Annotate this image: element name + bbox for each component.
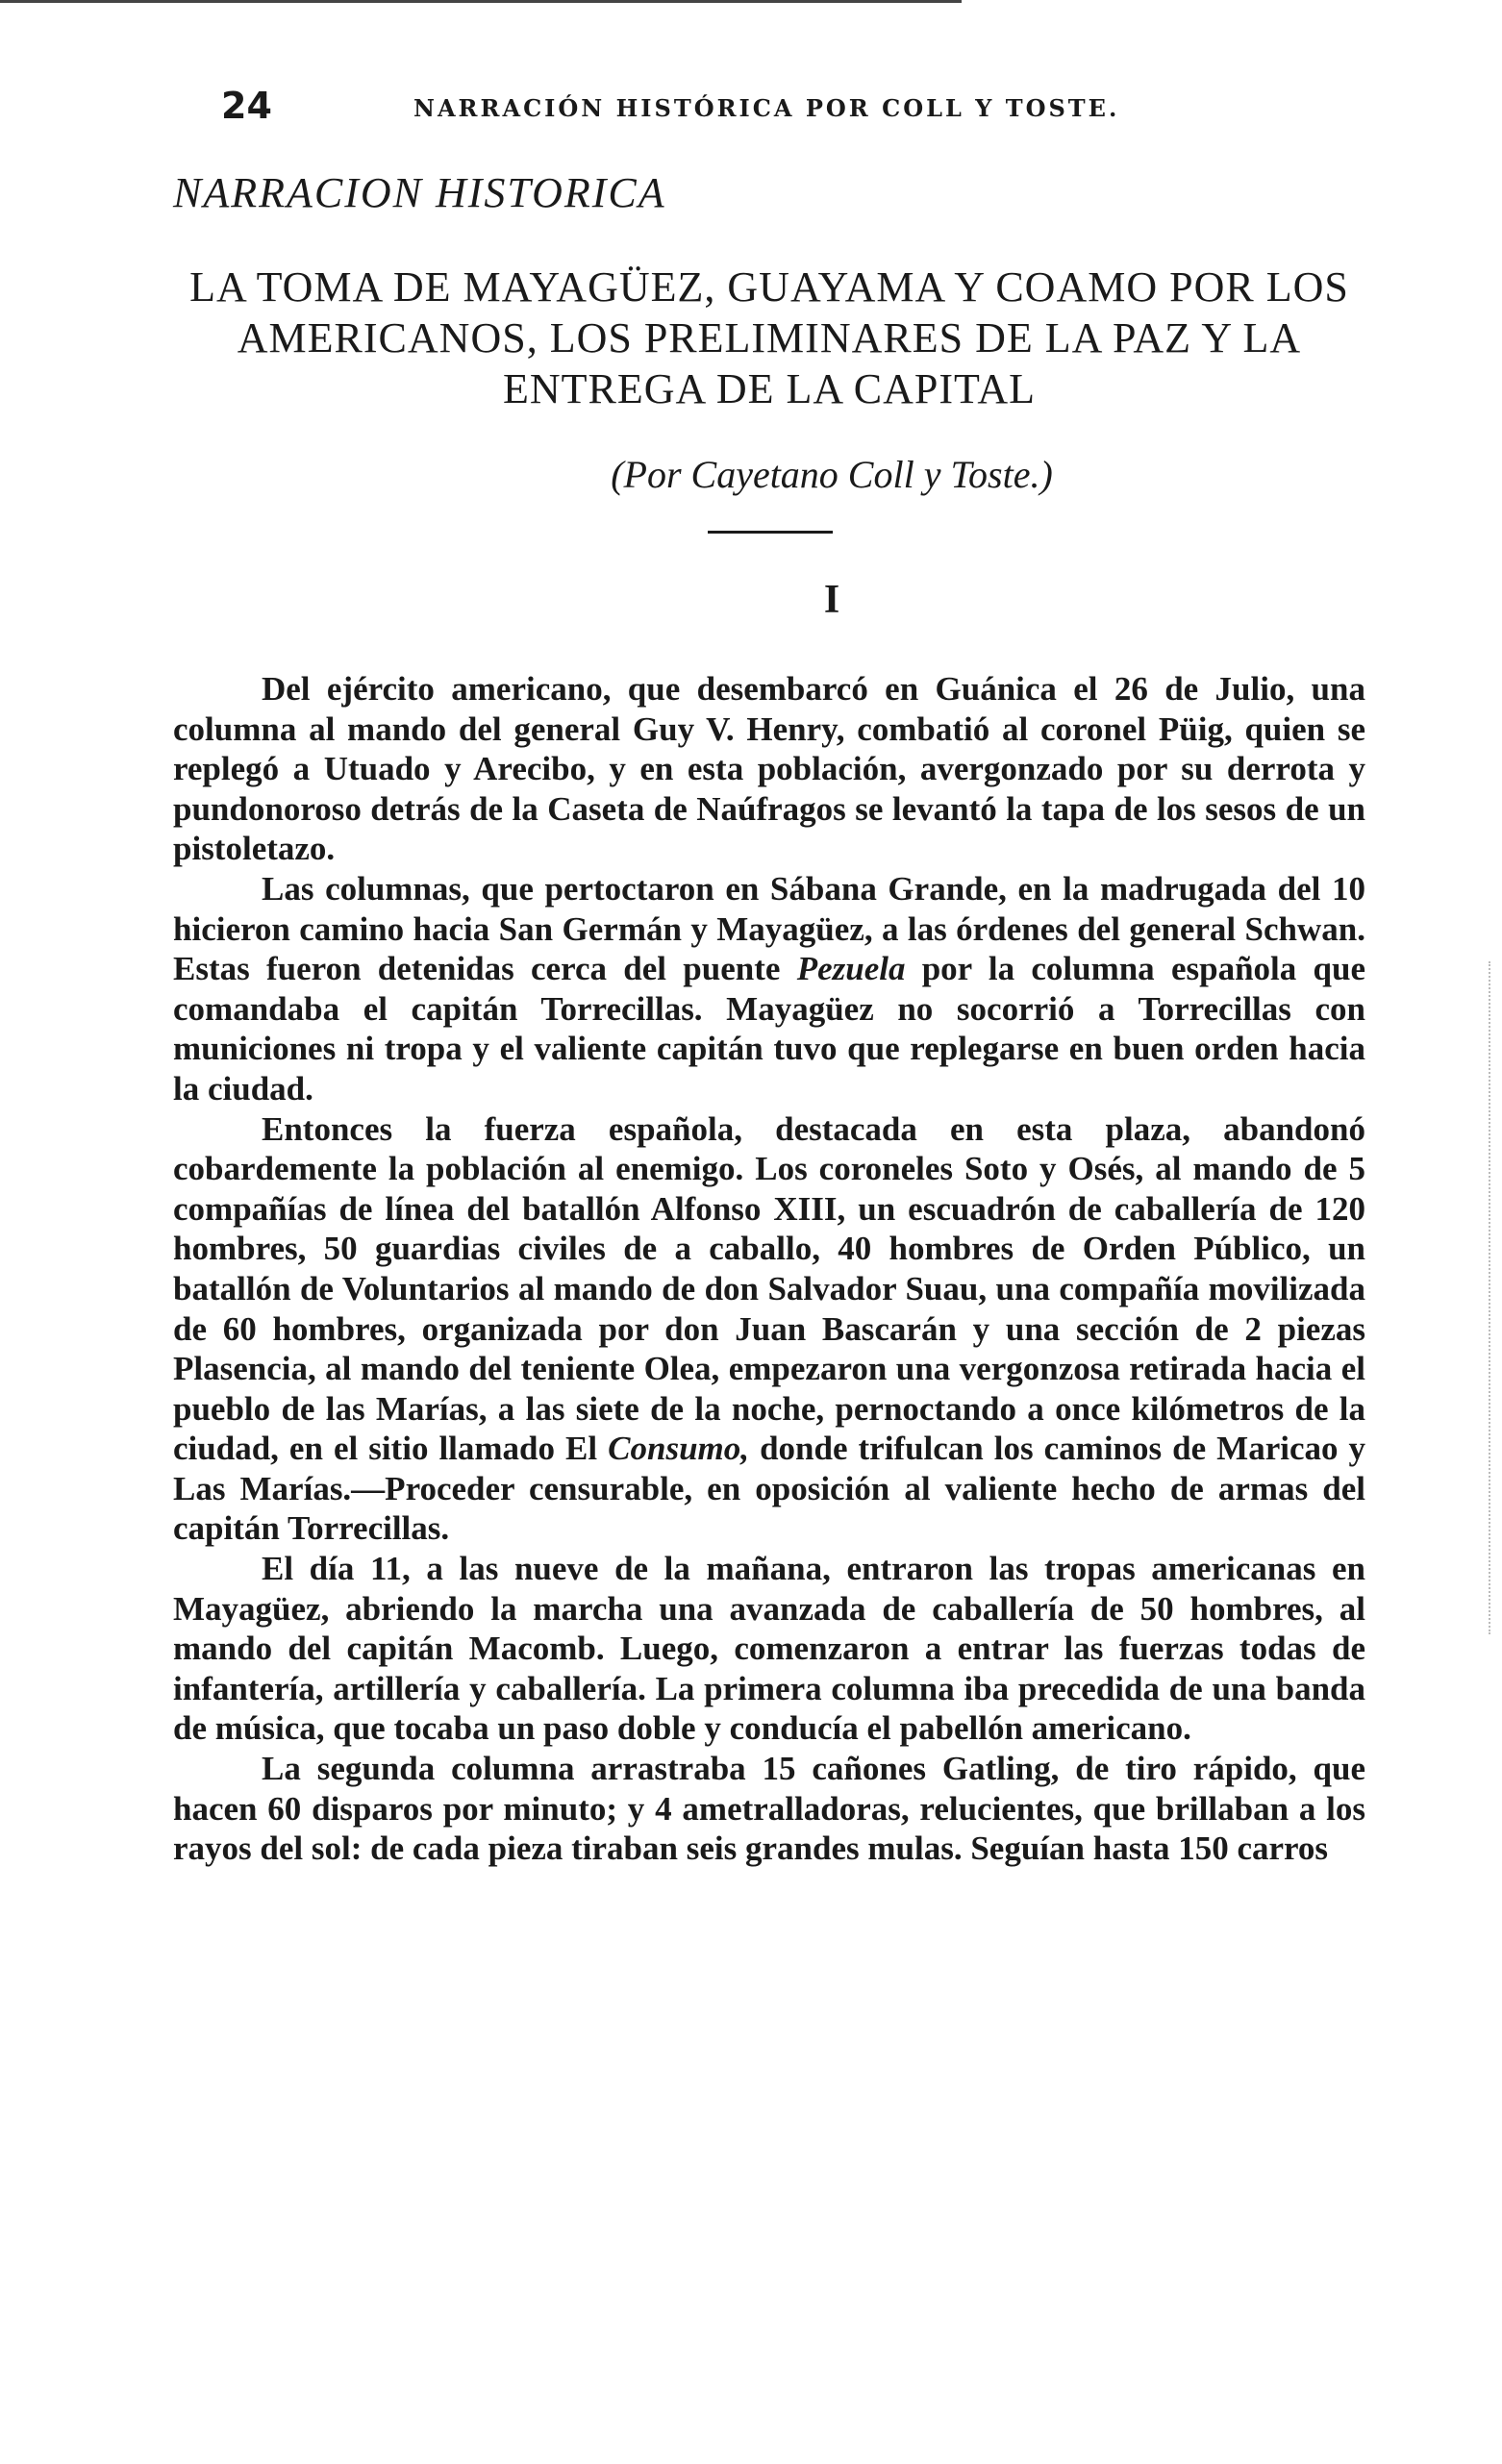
paragraph-5-text: La segunda columna arrastraba 15 cañones Gatling, de tiro rápido, que hacen 60 disparos por minuto; y 4 ametralladoras, relucientes, que brillaban a los rayos del sol: de cada pieza tiraban seis grandes mulas. Seguían hasta 150 carros	[173, 1750, 1365, 1868]
paragraph-2-italic-pezuela: Pezuela	[796, 950, 906, 988]
byline: (Por Cayetano Coll y Toste.)	[611, 453, 1053, 496]
paragraph-4	[173, 1549, 1365, 1749]
margin-scan-artifact	[1489, 961, 1492, 1634]
body-text	[173, 669, 1365, 1869]
section-label: NARRACION HISTORICA	[173, 169, 666, 216]
paragraph-3-text-a: Entonces la fuerza española, destacada en esta plaza, abandonó cobardemente la población al enemigo. Los coroneles Soto y Osés, al mando de 5 compañías de línea del batallón Alfonso XIII, un escuadrón de caballería de 120 hombres, 50 guardias civiles de a caballo, 40 hombres de Orden Público, un batallón de Voluntarios al mando de don Salvador Suau, una compañía movilizada de 60 hombres, organizada por don Juan Bascarán y una sección de 2 piezas Plasencia, al mando del teniente Olea, empezaron una vergonzosa retirada hacia el pueblo de las Marías, a las siete de la noche, pernoctando a once kilómetros de la ciudad, en el sitio llamado El	[173, 1109, 1365, 1468]
paragraph-2-text-b: por la columna española que comandaba el capitán Torrecillas. Mayagüez no socorrió a Torrecillas con municiones ni tropa y el valiente capitán tuvo que replegarse en buen orden hacia la ciudad.	[173, 950, 1365, 1108]
chapter-numeral: I	[823, 578, 840, 622]
paragraph-3-text-b: donde trifulcan los caminos de Maricao y Las Marías.—Proceder censurable, en oposición al valiente hecho de armas del capitán Torrecillas.	[173, 1430, 1366, 1548]
running-head	[173, 85, 1365, 133]
running-title: NARRACIÓN HISTÓRICA POR COLL Y TOSTE.	[413, 94, 1120, 122]
main-title: LA TOMA DE MAYAGÜEZ, GUAYAMA Y COAMO POR LOS AMERICANOS, LOS PRELIMINARES DE LA PAZ Y LA ENTREGA DE LA CAPITAL	[189, 263, 1349, 412]
paragraph-1-text: Del ejército americano, que desembarcó en Guánica el 26 de Julio, una columna al mando del general Guy V. Henry, combatió al coronel Püig, quien se replegó a Utuado y Arecibo, y en esta población, avergonzado por su derrota y pundonoroso detrás de la Caseta de Naúfragos se levantó la tapa de los sesos de un pistoletazo.	[173, 670, 1365, 868]
paragraph-1	[173, 669, 1365, 869]
page-number: 24	[221, 85, 272, 127]
paragraph-4-text: El día 11, a las nueve de la mañana, entraron las tropas americanas en Mayagüez, abriendo la marcha una avanzada de caballería de 50 hombres, al mando del capitán Macomb. Luego, comenzaron a entrar las fuerzas todas de infantería, artillería y caballería. La primera columna iba precedida de una banda de música, que tocaba un paso doble y conducía el pabellón americano.	[173, 1550, 1365, 1748]
paragraph-3-italic-consumo: Consumo,	[608, 1430, 750, 1468]
paragraph-5	[173, 1749, 1365, 1869]
paragraph-2-text-a: Las columnas, que pertoctaron en Sábana Grande, en la madrugada del 10 hicieron camino hacia San Germán y Mayagüez, a las órdenes del general Schwan. Estas fueron detenidas cerca del puente	[173, 869, 1365, 988]
top-edge-rule	[0, 0, 962, 3]
separator-rule	[708, 531, 833, 534]
paragraph-3	[173, 1109, 1365, 1550]
paragraph-2	[173, 869, 1365, 1109]
